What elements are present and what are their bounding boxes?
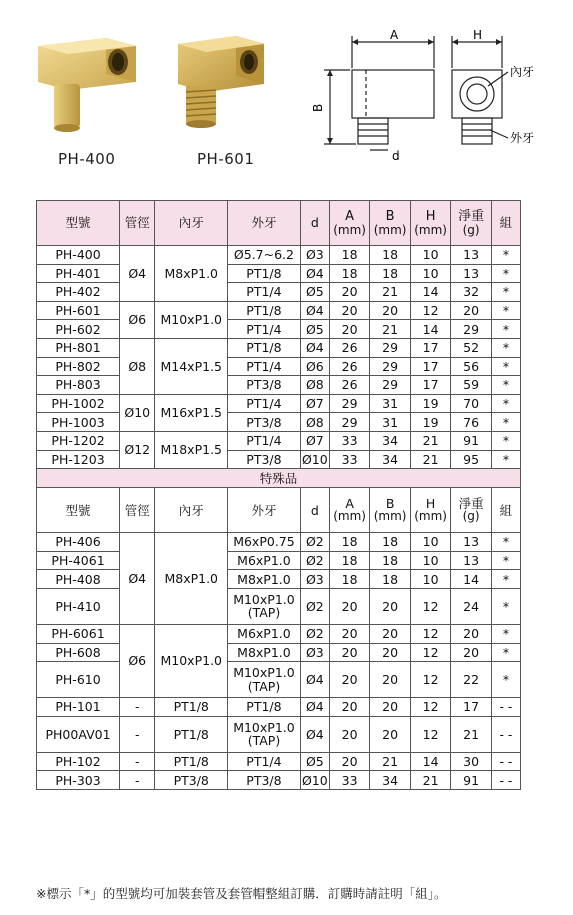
cell-pipe: Ø8: [120, 338, 155, 394]
cell-h: 12: [410, 301, 451, 320]
cell-d: Ø4: [300, 698, 329, 717]
cell-model: PH-608: [37, 643, 120, 662]
cell-model: PH-802: [37, 357, 120, 376]
cell-weight: 13: [451, 246, 492, 265]
cell-pipe: Ø12: [120, 431, 155, 468]
cell-weight: 13: [451, 551, 492, 570]
cell-outer: M10xP1.0 (TAP): [228, 662, 301, 698]
cell-model: PH-406: [37, 533, 120, 552]
dim-d-label: d: [392, 149, 400, 163]
cell-weight: 91: [451, 431, 492, 450]
technical-drawing: [300, 28, 570, 178]
cell-h: 21: [410, 431, 451, 450]
cell-b: 20: [370, 643, 411, 662]
special-section-row: [37, 469, 521, 488]
cell-a: 20: [329, 752, 370, 771]
special-rows: [37, 533, 521, 790]
cell-d: Ø4: [300, 264, 329, 283]
cell-a: 33: [329, 450, 370, 469]
table-row: [37, 283, 521, 302]
cell-pipe: Ø4: [120, 246, 155, 302]
cell-model: PH-602: [37, 320, 120, 339]
cell-weight: 52: [451, 338, 492, 357]
cell-h: 12: [410, 698, 451, 717]
cell-outer: Ø5.7~6.2: [228, 246, 301, 265]
cell-set: *: [491, 570, 520, 589]
cell-d: Ø4: [300, 338, 329, 357]
header-model: 型號: [37, 488, 120, 533]
cell-weight: 17: [451, 698, 492, 717]
cell-b: 18: [370, 551, 411, 570]
table-row: [37, 624, 521, 643]
cell-pipe: -: [120, 771, 155, 790]
dim-b-label: B: [311, 103, 325, 112]
cell-weight: 70: [451, 394, 492, 413]
cell-set: *: [491, 431, 520, 450]
cell-set: - -: [491, 752, 520, 771]
header-pipe: 管徑: [120, 201, 155, 246]
header-model: 型號: [37, 201, 120, 246]
cell-a: 26: [329, 338, 370, 357]
cell-a: 29: [329, 413, 370, 432]
cell-d: Ø2: [300, 533, 329, 552]
cell-model: PH00AV01: [37, 716, 120, 752]
cell-b: 20: [370, 698, 411, 717]
dim-a-label: A: [390, 28, 399, 42]
table-row: [37, 264, 521, 283]
cell-weight: 21: [451, 716, 492, 752]
cell-b: 21: [370, 320, 411, 339]
table-row: [37, 376, 521, 395]
cell-set: *: [491, 413, 520, 432]
cell-model: PH-801: [37, 338, 120, 357]
cell-h: 17: [410, 376, 451, 395]
cell-set: *: [491, 624, 520, 643]
cell-h: 12: [410, 716, 451, 752]
cell-a: 20: [329, 320, 370, 339]
header-outer: 外牙: [228, 201, 301, 246]
cell-inner: M8xP1.0: [155, 246, 228, 302]
cell-outer: M6xP1.0: [228, 551, 301, 570]
cell-h: 17: [410, 338, 451, 357]
cell-h: 19: [410, 394, 451, 413]
cell-set: *: [491, 338, 520, 357]
cell-pipe: -: [120, 698, 155, 717]
table-row: [37, 320, 521, 339]
cell-d: Ø2: [300, 624, 329, 643]
table-row: [37, 431, 521, 450]
cell-h: 14: [410, 752, 451, 771]
ph-601-label: PH-601: [197, 150, 255, 168]
table-row: [37, 533, 521, 552]
cell-b: 31: [370, 413, 411, 432]
cell-set: *: [491, 588, 520, 624]
cell-a: 18: [329, 246, 370, 265]
cell-outer: PT3/8: [228, 413, 301, 432]
cell-b: 29: [370, 376, 411, 395]
cell-outer: M10xP1.0 (TAP): [228, 588, 301, 624]
cell-model: PH-6061: [37, 624, 120, 643]
cell-h: 12: [410, 662, 451, 698]
cell-weight: 29: [451, 320, 492, 339]
cell-weight: 14: [451, 570, 492, 589]
cell-set: *: [491, 533, 520, 552]
cell-h: 17: [410, 357, 451, 376]
cell-d: Ø7: [300, 394, 329, 413]
header-outer: 外牙: [228, 488, 301, 533]
cell-b: 34: [370, 450, 411, 469]
cell-a: 20: [329, 698, 370, 717]
cell-set: *: [491, 662, 520, 698]
table-header-row: [37, 201, 521, 246]
cell-d: Ø6: [300, 357, 329, 376]
special-section-title: 特殊品: [37, 469, 521, 488]
cell-pipe: Ø6: [120, 301, 155, 338]
table-row: [37, 662, 521, 698]
table-row: [37, 357, 521, 376]
cell-d: Ø5: [300, 283, 329, 302]
header-b: B (mm): [370, 488, 411, 533]
cell-outer: PT1/8: [228, 698, 301, 717]
cell-d: Ø5: [300, 320, 329, 339]
cell-a: 20: [329, 662, 370, 698]
cell-a: 26: [329, 357, 370, 376]
table-row: [37, 450, 521, 469]
cell-pipe: -: [120, 716, 155, 752]
cell-model: PH-610: [37, 662, 120, 698]
cell-set: *: [491, 320, 520, 339]
product-illustrations: [0, 0, 573, 200]
cell-d: Ø3: [300, 246, 329, 265]
cell-h: 21: [410, 771, 451, 790]
cell-pipe: Ø4: [120, 533, 155, 625]
cell-d: Ø4: [300, 662, 329, 698]
cell-outer: PT1/8: [228, 264, 301, 283]
header-d: d: [300, 201, 329, 246]
cell-weight: 20: [451, 301, 492, 320]
cell-set: *: [491, 450, 520, 469]
cell-a: 20: [329, 716, 370, 752]
cell-d: Ø7: [300, 431, 329, 450]
table-row: [37, 588, 521, 624]
cell-model: PH-1202: [37, 431, 120, 450]
spec-table: [36, 200, 521, 790]
cell-outer: PT1/4: [228, 283, 301, 302]
header-set: 組: [491, 488, 520, 533]
cell-h: 12: [410, 624, 451, 643]
cell-outer: PT1/4: [228, 357, 301, 376]
table-row: [37, 413, 521, 432]
cell-h: 21: [410, 450, 451, 469]
cell-weight: 56: [451, 357, 492, 376]
cell-outer: M8xP1.0: [228, 570, 301, 589]
cell-inner: PT3/8: [155, 771, 228, 790]
cell-b: 20: [370, 588, 411, 624]
cell-a: 29: [329, 394, 370, 413]
cell-d: Ø3: [300, 643, 329, 662]
cell-inner: M14xP1.5: [155, 338, 228, 394]
cell-weight: 20: [451, 643, 492, 662]
cell-weight: 22: [451, 662, 492, 698]
table-row: [37, 301, 521, 320]
cell-b: 20: [370, 662, 411, 698]
ph-601-product-image: [170, 24, 270, 134]
cell-b: 34: [370, 431, 411, 450]
cell-set: *: [491, 301, 520, 320]
cell-set: *: [491, 376, 520, 395]
cell-a: 26: [329, 376, 370, 395]
cell-a: 20: [329, 588, 370, 624]
cell-a: 20: [329, 301, 370, 320]
cell-d: Ø8: [300, 376, 329, 395]
cell-a: 18: [329, 570, 370, 589]
cell-b: 31: [370, 394, 411, 413]
cell-weight: 20: [451, 624, 492, 643]
cell-inner: PT1/8: [155, 752, 228, 771]
cell-outer: M6xP1.0: [228, 624, 301, 643]
cell-model: PH-410: [37, 588, 120, 624]
cell-pipe: -: [120, 752, 155, 771]
cell-model: PH-803: [37, 376, 120, 395]
cell-b: 18: [370, 264, 411, 283]
cell-set: - -: [491, 716, 520, 752]
cell-set: *: [491, 551, 520, 570]
cell-d: Ø3: [300, 570, 329, 589]
cell-model: PH-1003: [37, 413, 120, 432]
table-row: [37, 698, 521, 717]
cell-d: Ø8: [300, 413, 329, 432]
cell-d: Ø10: [301, 772, 328, 788]
table-row: [37, 394, 521, 413]
header-weight: 淨重 (g): [451, 488, 492, 533]
header-b: B (mm): [370, 201, 411, 246]
cell-outer: PT3/8: [228, 450, 301, 469]
cell-outer: M10xP1.0 (TAP): [228, 716, 301, 752]
cell-b: 18: [370, 570, 411, 589]
header-inner: 內牙: [155, 201, 228, 246]
cell-inner: M18xP1.5: [155, 431, 228, 468]
cell-pipe: Ø10: [120, 394, 155, 431]
cell-a: 18: [329, 533, 370, 552]
cell-model: PH-400: [37, 246, 120, 265]
table-row: [37, 246, 521, 265]
cell-outer: PT1/4: [228, 320, 301, 339]
cell-d: Ø10: [301, 451, 328, 467]
header-pipe: 管徑: [120, 488, 155, 533]
header-d: d: [300, 488, 329, 533]
cell-weight: 76: [451, 413, 492, 432]
cell-b: 18: [370, 533, 411, 552]
cell-h: 12: [410, 643, 451, 662]
cell-b: 21: [370, 283, 411, 302]
cell-b: 20: [370, 624, 411, 643]
cell-outer: PT1/4: [228, 394, 301, 413]
cell-h: 12: [410, 588, 451, 624]
cell-weight: 13: [451, 533, 492, 552]
cell-b: 20: [370, 716, 411, 752]
cell-b: 20: [370, 301, 411, 320]
cell-b: 21: [370, 752, 411, 771]
cell-model: PH-4061: [37, 551, 120, 570]
cell-set: *: [491, 264, 520, 283]
cell-a: 18: [329, 264, 370, 283]
cell-h: 14: [410, 320, 451, 339]
cell-outer: PT1/8: [228, 301, 301, 320]
cell-model: PH-1002: [37, 394, 120, 413]
cell-a: 18: [329, 551, 370, 570]
ph-400-label: PH-400: [58, 150, 116, 168]
table-row: [37, 752, 521, 771]
cell-model: PH-408: [37, 570, 120, 589]
cell-inner: M10xP1.0: [155, 301, 228, 338]
cell-inner: M16xP1.5: [155, 394, 228, 431]
dim-h-label: H: [473, 28, 483, 42]
header-set: 組: [491, 201, 520, 246]
special-header-row: [37, 488, 521, 533]
table-row: [37, 643, 521, 662]
header-weight: 淨重 (g): [451, 201, 492, 246]
cell-a: 33: [329, 771, 370, 790]
cell-weight: 32: [451, 283, 492, 302]
cell-inner: PT1/8: [155, 716, 228, 752]
cell-b: 29: [370, 357, 411, 376]
cell-model: PH-102: [37, 752, 120, 771]
cell-model: PH-401: [37, 264, 120, 283]
cell-weight: 91: [451, 771, 492, 790]
header-a: A (mm): [329, 488, 370, 533]
table-row: [37, 570, 521, 589]
table-row: [37, 551, 521, 570]
cell-h: 10: [410, 570, 451, 589]
cell-set: *: [491, 246, 520, 265]
cell-model: PH-101: [37, 698, 120, 717]
cell-b: 34: [370, 771, 411, 790]
cell-d: Ø2: [300, 551, 329, 570]
cell-d: Ø5: [300, 752, 329, 771]
cell-model: PH-1203: [37, 450, 120, 469]
cell-a: 20: [329, 643, 370, 662]
ph-400-product-image: [28, 24, 148, 134]
cell-set: *: [491, 643, 520, 662]
cell-h: 10: [410, 246, 451, 265]
cell-weight: 13: [451, 264, 492, 283]
cell-outer: PT3/8: [228, 771, 301, 790]
cell-h: 10: [410, 533, 451, 552]
cell-set: - -: [491, 771, 520, 790]
cell-d: Ø4: [300, 716, 329, 752]
cell-weight: 59: [451, 376, 492, 395]
cell-outer: M6xP0.75: [228, 533, 301, 552]
cell-model: PH-402: [37, 283, 120, 302]
cell-set: *: [491, 357, 520, 376]
header-h: H (mm): [410, 201, 451, 246]
cell-h: 19: [410, 413, 451, 432]
outer-thread-label: 外牙: [510, 131, 535, 145]
header-inner: 內牙: [155, 488, 228, 533]
table-row: [37, 338, 521, 357]
header-a: A (mm): [329, 201, 370, 246]
cell-d: Ø2: [300, 588, 329, 624]
cell-h: 14: [410, 283, 451, 302]
cell-outer: M8xP1.0: [228, 643, 301, 662]
cell-set: *: [491, 394, 520, 413]
cell-model: PH-601: [37, 301, 120, 320]
cell-model: PH-303: [37, 771, 120, 790]
header-h: H (mm): [410, 488, 451, 533]
cell-set: - -: [491, 698, 520, 717]
spec-table-wrapper: [36, 200, 521, 790]
cell-inner: M8xP1.0: [155, 533, 228, 625]
cell-h: 10: [410, 264, 451, 283]
cell-weight: 95: [451, 450, 492, 469]
cell-weight: 30: [451, 752, 492, 771]
cell-a: 20: [329, 283, 370, 302]
cell-h: 10: [410, 551, 451, 570]
cell-weight: 24: [451, 588, 492, 624]
cell-b: 29: [370, 338, 411, 357]
table-row: [37, 716, 521, 752]
cell-a: 20: [329, 624, 370, 643]
cell-b: 18: [370, 246, 411, 265]
inner-thread-label: 內牙: [510, 65, 535, 79]
cell-outer: PT1/8: [228, 338, 301, 357]
cell-set: *: [491, 283, 520, 302]
cell-outer: PT3/8: [228, 376, 301, 395]
footnote: ※標示「*」的型號均可加裝套管及套管帽整組訂購．訂購時請註明「組」。: [36, 886, 447, 901]
cell-a: 33: [329, 431, 370, 450]
cell-d: Ø4: [300, 301, 329, 320]
cell-inner: M10xP1.0: [155, 624, 228, 697]
cell-outer: PT1/4: [228, 752, 301, 771]
table-row: [37, 771, 521, 790]
cell-outer: PT1/4: [228, 431, 301, 450]
cell-pipe: Ø6: [120, 624, 155, 697]
cell-inner: PT1/8: [155, 698, 228, 717]
standard-rows: [37, 246, 521, 469]
